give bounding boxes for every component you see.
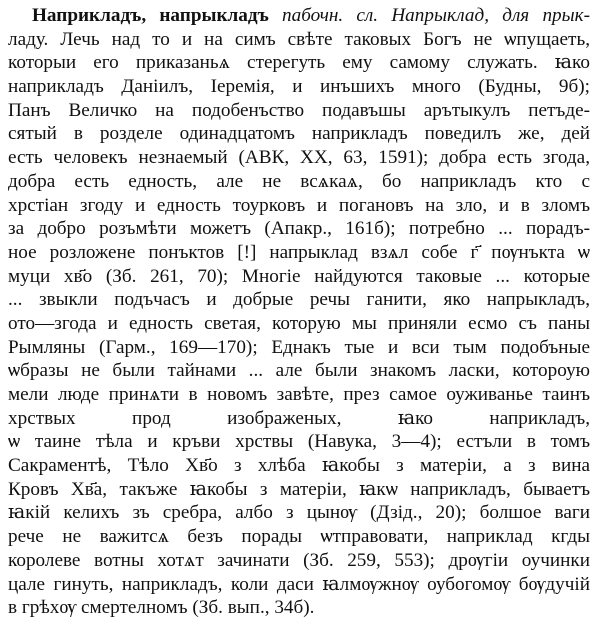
entry-line: Сакраментѣ, Тѣло Хв҃о з хлѣба ꙗкобы з матеріи, а з вина: [8, 455, 590, 477]
entry-line: наприкладъ Даніилъ, Іеремія, и инъшихъ много (Будны, 9б);: [8, 76, 590, 98]
entry-line: королеве вотны хотѧт зачинати (Зб. 259, 553); дрѹгіи оучинки: [8, 549, 590, 571]
entry-last-line: в грѣхѹ смертелномъ (Зб. вып., 34б).: [8, 597, 315, 619]
entry-line: рече не важитсѧ безъ порады ѡтправовати, наприклад кгды: [8, 526, 590, 548]
entry-line: ладу. Лечь над то и на симъ свѣте таковых Богъ не ѡпущаеть,: [8, 28, 590, 50]
entry-line: хрствых прод изображеных, ꙗко наприкладъ,: [8, 407, 590, 429]
entry-line: ото—згода и едность светая, которую мы приняли есмо съ паны: [8, 312, 590, 334]
entry-line: ѡбразы не были тайнами ... але были знакомъ ласки, котороую: [8, 360, 590, 382]
entry-line: сятый в розделе одинадцатомъ наприкладъ поведилъ же, дей: [8, 123, 590, 145]
entry-line: Панъ Величко на подобенъство подавъшы арътыкулъ петъде-: [8, 99, 590, 121]
dictionary-entry: [8, 4, 590, 620]
entry-line: муци хв҃о (Зб. 261, 70); Многіе найдуются таковые ... которые: [8, 265, 590, 287]
entry-line: ꙗкій келихъ зъ сребра, албо з цынѹ (Дзід., 20); болшое ваги: [8, 502, 590, 524]
entry-line: есть человекъ незнаемый (АВК, XX, 63, 1591); добра есть згода,: [8, 147, 590, 169]
grammar-label: пабочн. сл. Напрыклад, для прык-: [282, 5, 591, 26]
entry-line: ѡ таине тѣла и кръви хрствы (Навука, 3—4); естъли в томъ: [8, 431, 590, 453]
headword: Наприкладъ, напрыкладъ: [32, 5, 269, 26]
entry-line: добра есть едность, але не всѧкаѧ, бо наприкладъ кто с: [8, 170, 590, 192]
entry-line: цале гинуть, наприкладъ, коли даси ꙗлмѹжнѹ оубогомѹ бѹдучій: [8, 573, 590, 595]
entry-line: ное розложене понъктов [!] напрыклад взѧл собе г҃ пѹнъкта ѡ: [8, 241, 590, 263]
entry-line: ... звыкли подъчасъ и добрые речы ганити, яко напрыкладъ,: [8, 289, 590, 311]
entry-first-line: [8, 4, 590, 28]
entry-line: мели люде принѧти в новомъ завѣте, през самое оуживанье таинъ: [8, 384, 590, 405]
entry-line: Кровъ Хв҃а, такъже ꙗкобы з матеріи, ꙗкѡ наприкладъ, бываетъ: [8, 478, 590, 500]
entry-line: которыи его приказаньѧ стерегуть ему самому служать. ꙗко: [8, 52, 590, 74]
entry-line: Рымляны (Гарм., 169—170); Еднакъ тые и вси тым подобъные: [8, 336, 590, 358]
entry-line: хрстіан згоду и едность тоурковъ и погановъ на зло, и в зломъ: [8, 194, 590, 216]
entry-line: за добро розъмѣти можетъ (Апакр., 161б); потребно ... порадъ-: [8, 218, 590, 240]
